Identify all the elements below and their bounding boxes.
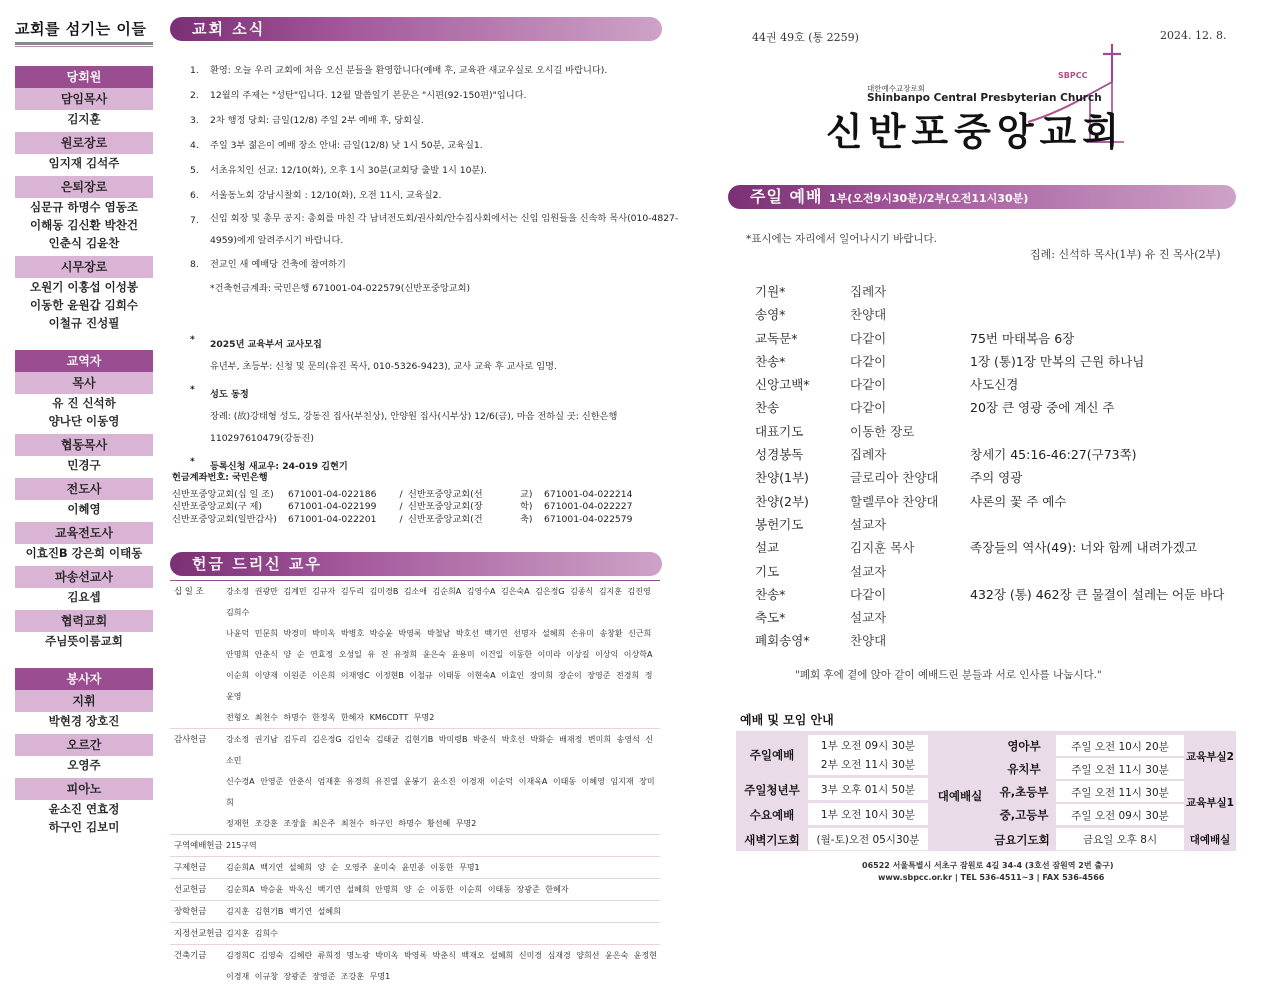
church-name-en: Shinbanpo Central Presbyterian Church (867, 92, 1102, 104)
sched-cat-elementary: 유,초등부 (992, 784, 1056, 800)
worship-step-name: 찬송 (755, 396, 850, 419)
giving-category: 구역예배헌금 (170, 835, 226, 857)
announcement-title: 등록신청 새교우: 24-019 김현기 (210, 456, 690, 478)
worship-leaders: 집례: 신석하 목사(1부) 유 진 목사(2부) (1030, 246, 1221, 262)
news-item-body: 환영: 오늘 우리 교회에 처음 오신 분들을 환영합니다(예배 후, 교육관 새교우실로 오시길 바랍니다). (210, 58, 690, 83)
news-item-number: 4. (190, 133, 210, 158)
account-cell: / (394, 501, 408, 514)
account-cell: 교) (520, 489, 544, 502)
announcement-title: 성도 동정 (210, 384, 690, 406)
worship-step-name: 폐회송영* (755, 629, 850, 652)
standing-note: *표시에는 자리에서 일어나시기 바랍니다. (746, 231, 937, 246)
giving-names (226, 835, 660, 857)
worship-step-name: 기원* (755, 280, 850, 303)
offering-accounts (172, 472, 662, 526)
giving-category: 장학헌금 (170, 901, 226, 923)
worship-step (755, 583, 1235, 606)
worship-step-leader: 설교자 (850, 560, 970, 583)
announcement-bullets (190, 334, 690, 484)
roster-names: 양나단 이동영 (15, 412, 153, 430)
worship-step-detail: 사도신경 (970, 373, 1235, 396)
worship-step-detail: 족장들의 역사(49): 너와 함께 내려가겠고 (970, 536, 1235, 559)
giving-names (226, 923, 660, 945)
worship-step-leader: 다같이 (850, 583, 970, 606)
sched-place-edu1: 교육부실1 (1184, 795, 1236, 810)
account-cell: 신반포중앙교회(장 (408, 501, 520, 514)
roster-names: 심문규 하명수 염동조 (15, 198, 153, 216)
roster-names: 박현경 장호진 (15, 712, 153, 730)
roster-role-header: 파송선교사 (15, 566, 153, 588)
news-header: 교회 소식 (170, 17, 662, 41)
announcement-text: 유년부, 초등부: 신청 및 문의(유진 목사, 010-5326-9423), 교사 교육 후 교사로 임명. (210, 356, 690, 378)
sched-cat-wednesday: 수요예배 (736, 807, 808, 823)
news-item (190, 252, 690, 298)
news-item (190, 183, 690, 208)
worship-step (755, 629, 1235, 652)
worship-step-leader: 김지훈 목사 (850, 536, 970, 559)
giving-names-line: 이경재 이규창 장광준 장영준 조강훈 무명1 (226, 966, 660, 987)
news-item (190, 83, 690, 108)
worship-step-leader: 이동한 장로 (850, 420, 970, 443)
announcement-content (210, 334, 690, 378)
news-item-number: 1. (190, 58, 210, 83)
worship-step-leader: 집례자 (850, 280, 970, 303)
news-item-text (210, 83, 690, 108)
sidebar-title-rule (15, 42, 153, 45)
sched-time-friday: 금요일 오후 8시 (1056, 832, 1184, 847)
worship-step-detail (970, 280, 1235, 303)
roster-role-header: 협력교회 (15, 610, 153, 632)
worship-step (755, 420, 1235, 443)
sched-time-infant: 주일 오전 10시 20분 (1056, 739, 1184, 754)
schedule-title: 예배 및 모임 안내 (740, 711, 834, 728)
account-cell: 671001-04-022214 (544, 489, 632, 502)
giving-header: 헌금 드리신 교우 (170, 552, 662, 576)
worship-step-detail (970, 629, 1235, 652)
sched-time-kinder: 주일 오전 11시 30분 (1056, 762, 1184, 777)
giving-names-line: 안명희 안춘식 양 순 연효정 오성일 유 진 유정희 윤은숙 윤용미 이건일 이동한 이미라 이상길 이상익 이상학A (226, 644, 660, 665)
account-row (172, 489, 662, 502)
roster-role-header: 담임목사 (15, 88, 153, 110)
roster-gap (15, 332, 153, 336)
closing-note: "폐회 후에 곁에 앉아 같이 예배드린 분들과 서로 인사를 나눕시다." (795, 667, 1102, 682)
news-item-number: 3. (190, 108, 210, 133)
worship-step-detail: 20장 큰 영광 중에 계신 주 (970, 396, 1235, 419)
sched-time-sunday-2: 2부 오전 11시 30분 (808, 757, 928, 772)
account-cell: / (394, 514, 408, 527)
worship-step-name: 봉헌기도 (755, 513, 850, 536)
sched-time-wednesday: 1부 오전 10시 30분 (808, 807, 928, 822)
roster-names: 이효진B 강은희 이태동 (15, 544, 153, 562)
worship-step-name: 교독문* (755, 327, 850, 350)
worship-step-name: 찬양(2부) (755, 490, 850, 513)
news-item (190, 208, 690, 252)
worship-step (755, 466, 1235, 489)
giving-names-line: 김지훈 김현기B 백기연 설혜희 (226, 901, 660, 922)
news-item (190, 108, 690, 133)
roster-gap (15, 650, 153, 654)
news-item-body: 전교인 새 예배당 건축에 참여하기 (210, 252, 690, 277)
giving-row (170, 879, 660, 901)
giving-names-line: 김정희C 김영숙 김혜란 류희정 명노광 박미옥 박영록 박춘식 백재오 설혜희 신미경 심재경 양희선 윤은숙 윤정현 (226, 945, 660, 966)
giving-row (170, 835, 660, 857)
giving-table (170, 580, 660, 987)
worship-step (755, 606, 1235, 629)
giving-names (226, 857, 660, 879)
sched-place-main: 대예배실 (930, 788, 990, 804)
account-cell: 671001-04-022579 (544, 514, 632, 527)
bullet-asterisk: * (190, 384, 210, 450)
worship-step-leader: 할렐루야 찬양대 (850, 490, 970, 513)
account-cell: 신반포중앙교회(일반감사) (172, 514, 288, 527)
account-cell: 신반포중앙교회(건 (408, 514, 520, 527)
accounts-title: 헌금계좌번호: 국민은행 (172, 472, 662, 485)
roster-names: 이철규 진성필 (15, 314, 153, 332)
roster-role-header: 은퇴장로 (15, 176, 153, 198)
giving-names-line: 김순희A 백기연 설혜희 양 순 오영주 윤미숙 윤민종 이동한 무명1 (226, 857, 660, 878)
worship-step (755, 536, 1235, 559)
giving-names-line: 신수경A 안영준 안춘식 엄재훈 유경희 유진열 윤봉기 윤소진 이경재 이순덕 이재욱A 이태동 이혜영 임지재 장미희 (226, 771, 660, 813)
sched-cat-sunday: 주일예배 (736, 747, 808, 763)
worship-step (755, 560, 1235, 583)
sched-cat-infant: 영아부 (992, 738, 1056, 754)
giving-names-line: 김순희A 박승윤 박옥신 백기연 설혜희 안명희 양 순 이동한 이순희 이태동 장광준 한혜자 (226, 879, 660, 900)
giving-row (170, 901, 660, 923)
roster-role-header: 시무장로 (15, 256, 153, 278)
worship-step-name: 찬송* (755, 583, 850, 606)
roster-names: 유 진 신석하 (15, 394, 153, 412)
announcement (190, 334, 690, 378)
worship-step (755, 280, 1235, 303)
giving-names-line: 강소정 권광만 김계민 김규자 김두리 김미경B 김소애 김순희A 김영수A 김은숙A 김은정G 김종식 김지훈 김진영 김희수 (226, 581, 660, 623)
sched-cat-friday: 금요기도회 (986, 832, 1058, 848)
sched-time-elementary: 주일 오전 11시 30분 (1056, 785, 1184, 800)
news-item-body: 2차 행정 당회: 금일(12/8) 주일 2부 예배 후, 당회실. (210, 108, 690, 133)
worship-step-detail (970, 606, 1235, 629)
giving-names-line: 김지훈 김희수 (226, 923, 660, 944)
account-cell: 신반포중앙교회(선 (408, 489, 520, 502)
issue-number: 44권 49호 (통 2259) (752, 29, 859, 45)
worship-step-leader: 설교자 (850, 513, 970, 536)
sched-time-sunday-1: 1부 오전 09시 30분 (808, 738, 928, 753)
giving-names-line: 215구역 (226, 835, 660, 856)
worship-step-name: 신앙고백* (755, 373, 850, 396)
roster-names: 이동한 윤원갑 김희수 (15, 296, 153, 314)
roster-role-header: 지휘 (15, 690, 153, 712)
worship-step-leader: 찬양대 (850, 629, 970, 652)
news-item-body: 서초유치인 선교: 12/10(화), 오후 1시 30분(교회당 출발 1시 10분). (210, 158, 690, 183)
giving-names-line: 정재헌 조강훈 조장율 최은주 최천수 하구인 하명수 황선혜 무명2 (226, 813, 660, 834)
giving-names-line: 강소정 권기남 김두리 김은정G 김인숙 김태균 김현기B 박미령B 박춘식 박호선 박화순 배재정 변미희 송영석 신소민 (226, 729, 660, 771)
account-cell: / (394, 489, 408, 502)
news-item-sub: *건축헌금계좌: 국민은행 671001-04-022579(신반포중앙교회) (210, 277, 690, 298)
worship-step (755, 350, 1235, 373)
roster-names: 주님뜻이룸교회 (15, 632, 153, 650)
logo-abbrev: SBPCC (1058, 71, 1087, 80)
worship-step-name: 설교 (755, 536, 850, 559)
worship-step-detail: 75번 마태복음 6장 (970, 327, 1235, 350)
sched-time-youth: 3부 오후 01시 50분 (808, 782, 928, 797)
worship-step-name: 기도 (755, 560, 850, 583)
worship-step-detail: 창세기 45:16-46:27(구73쪽) (970, 443, 1235, 466)
roster-gap (15, 836, 153, 840)
worship-title: 주일 예배 (750, 187, 822, 206)
sched-cat-dawn: 새벽기도회 (736, 832, 808, 848)
account-cell: 학) (520, 501, 544, 514)
news-item-body: 서울동노회 강남시찰회 : 12/10(화), 오전 11시, 교육실2. (210, 183, 690, 208)
footer-contact: www.sbpcc.or.kr | TEL 536-4511~3 | FAX 536-4566 (878, 873, 1104, 882)
sched-time-dawn: (월-토)오전 05시30분 (808, 832, 928, 847)
worship-step (755, 303, 1235, 326)
news-item-text (210, 208, 690, 252)
news-item-text (210, 183, 690, 208)
sched-place-edu2: 교육부실2 (1184, 749, 1236, 764)
sidebar-title-rule-thin (15, 46, 153, 47)
worship-step-detail (970, 420, 1235, 443)
worship-step-detail (970, 560, 1235, 583)
roster-role-header: 피아노 (15, 778, 153, 800)
news-item-number: 2. (190, 83, 210, 108)
announcement (190, 384, 690, 450)
worship-step-leader: 집례자 (850, 443, 970, 466)
church-name-ko: 신반포중앙교회 (826, 101, 1125, 156)
roster-role-header: 전도사 (15, 478, 153, 500)
bullet-asterisk: * (190, 334, 210, 378)
giving-category: 구제헌금 (170, 857, 226, 879)
worship-step-detail: 주의 영광 (970, 466, 1235, 489)
worship-step-leader: 설교자 (850, 606, 970, 629)
footer-address: 06522 서울특별시 서초구 잠원로 4길 34-4 (3호선 잠원역 2번 출구) (862, 860, 1114, 871)
roster-role-header: 오르간 (15, 734, 153, 756)
roster-names: 오영주 (15, 756, 153, 774)
account-cell: 축) (520, 514, 544, 527)
roster-names: 하구인 김보미 (15, 818, 153, 836)
sidebar-title: 교회를 섬기는 이들 (15, 18, 155, 39)
roster-names: 윤소진 연효정 (15, 800, 153, 818)
news-item-body: 신임 회장 및 총무 공지: 총회를 마친 각 남녀전도회/권사회/안수집사회에서는 신임 임원들을 신속하 목사(010-4827-4959)에게 알려주시기 바랍니다. (210, 208, 690, 252)
worship-step (755, 396, 1235, 419)
announcement-text: 장례: (故)강태형 성도, 강동진 집사(부친상), 안양원 집사(시부상) 12/6(금), 마음 전하실 곳: 신한은행 110297610479(강동진) (210, 406, 690, 450)
news-item (190, 158, 690, 183)
roster-role-header: 목사 (15, 372, 153, 394)
roster-section-header: 봉사자 (15, 668, 153, 690)
news-item-text (210, 58, 690, 83)
account-cell: 671001-04-022227 (544, 501, 632, 514)
giving-category: 십 일 조 (170, 581, 226, 729)
news-item-text (210, 252, 690, 298)
giving-names-line: 나윤덕 민문희 박경미 박미옥 박병호 박승윤 박영록 박철남 박호선 백기연 선명자 설혜희 손유미 송창환 신근희 (226, 623, 660, 644)
sched-cat-secondary: 중,고등부 (992, 807, 1056, 823)
account-cell: 신반포중앙교회(십 일 조) (172, 489, 288, 502)
worship-step (755, 327, 1235, 350)
roster-names: 김지훈 (15, 110, 153, 128)
news-item-text (210, 108, 690, 133)
announcement-content (210, 384, 690, 450)
worship-step-name: 성경봉독 (755, 443, 850, 466)
worship-step-detail: 샤론의 꽃 주 예수 (970, 490, 1235, 513)
news-list (190, 58, 690, 298)
giving-row (170, 923, 660, 945)
sched-place-main-friday: 대예배실 (1184, 832, 1236, 847)
worship-header (728, 185, 1236, 209)
roster-names: 민경구 (15, 456, 153, 474)
giving-row (170, 945, 660, 987)
worship-step-leader: 다같이 (850, 396, 970, 419)
sched-cat-kinder: 유치부 (992, 761, 1056, 777)
worship-step-name: 송영* (755, 303, 850, 326)
denomination-label: 대한예수교장로회 (867, 83, 925, 94)
account-row (172, 501, 662, 514)
giving-category: 선교헌금 (170, 879, 226, 901)
worship-step-leader: 다같이 (850, 350, 970, 373)
worship-times: 1부(오전9시30분)/2부(오전11시30분) (829, 192, 1028, 205)
worship-step-name: 축도* (755, 606, 850, 629)
giving-names-line: 이순희 이양재 이원준 이은희 이재영C 이정현B 이철규 이태동 이현숙A 이효인 장미희 장순이 장영준 전경희 정윤영 (226, 665, 660, 707)
giving-row (170, 857, 660, 879)
giving-names (226, 729, 660, 835)
sched-time-secondary: 주일 오전 09시 30분 (1056, 808, 1184, 823)
worship-step (755, 373, 1235, 396)
roster-role-header: 교육전도사 (15, 522, 153, 544)
worship-step-leader: 찬양대 (850, 303, 970, 326)
news-item (190, 133, 690, 158)
account-cell: 671001-04-022199 (288, 501, 394, 514)
giving-row (170, 581, 660, 729)
account-row (172, 514, 662, 527)
giving-row (170, 729, 660, 835)
account-cell: 671001-04-022186 (288, 489, 394, 502)
bulletin-date: 2024. 12. 8. (1160, 29, 1226, 42)
news-item-text (210, 158, 690, 183)
worship-step-detail (970, 303, 1235, 326)
roster-role-header: 협동목사 (15, 434, 153, 456)
roster-names: 이혜영 (15, 500, 153, 518)
worship-step-detail: 1장 (통)1장 만복의 근원 하나님 (970, 350, 1235, 373)
roster-names: 임지재 김석주 (15, 154, 153, 172)
worship-step-name: 대표기도 (755, 420, 850, 443)
roster-section-header: 당회원 (15, 66, 153, 88)
worship-step-leader: 다같이 (850, 373, 970, 396)
giving-names (226, 901, 660, 923)
news-item-body: 12월의 주제는 "성탄"입니다. 12월 말씀일기 본문은 "시편(92-150편)"입니다. (210, 83, 690, 108)
roster-names: 인춘식 김윤찬 (15, 234, 153, 252)
worship-step-detail: 432장 (통) 462장 큰 물결이 설레는 어둔 바다 (970, 583, 1235, 606)
worship-step-leader: 글로리아 찬양대 (850, 466, 970, 489)
worship-step-detail (970, 513, 1235, 536)
news-item-number: 5. (190, 158, 210, 183)
order-of-worship (755, 280, 1235, 653)
account-cell: 신반포중앙교회(구 제) (172, 501, 288, 514)
news-item (190, 58, 690, 83)
giving-names-line: 전형오 최천수 하명수 한정옥 한혜자 KM6CDTT 무명2 (226, 707, 660, 728)
news-item-text (210, 133, 690, 158)
worship-step (755, 490, 1235, 513)
news-item-number: 6. (190, 183, 210, 208)
announcement-title: 2025년 교육부서 교사모집 (210, 334, 690, 356)
roster-names: 이해동 김신환 박찬건 (15, 216, 153, 234)
giving-category: 감사헌금 (170, 729, 226, 835)
roster-role-header: 원로장로 (15, 132, 153, 154)
sched-cat-youth: 주일청년부 (736, 782, 808, 798)
worship-step-leader: 다같이 (850, 327, 970, 350)
account-cell: 671001-04-022201 (288, 514, 394, 527)
news-item-number: 7. (190, 208, 210, 252)
roster-names: 오원기 이홍섭 이성봉 (15, 278, 153, 296)
news-item-body: 주일 3부 젊은이 예배 장소 안내: 금일(12/8) 낮 1시 50분, 교육실1. (210, 133, 690, 158)
bullet-asterisk: * (190, 456, 210, 478)
worship-step (755, 513, 1235, 536)
roster-section-header: 교역자 (15, 350, 153, 372)
sidebar-roster (15, 66, 153, 840)
giving-names (226, 581, 660, 729)
worship-step-name: 찬양(1부) (755, 466, 850, 489)
worship-step-name: 찬송* (755, 350, 850, 373)
worship-step (755, 443, 1235, 466)
roster-names: 김요셉 (15, 588, 153, 606)
giving-names (226, 879, 660, 901)
schedule-table (736, 731, 1236, 851)
giving-names (226, 945, 660, 987)
giving-category: 지정선교헌금 (170, 923, 226, 945)
giving-category: 건축기금 (170, 945, 226, 987)
news-item-number: 8. (190, 252, 210, 298)
